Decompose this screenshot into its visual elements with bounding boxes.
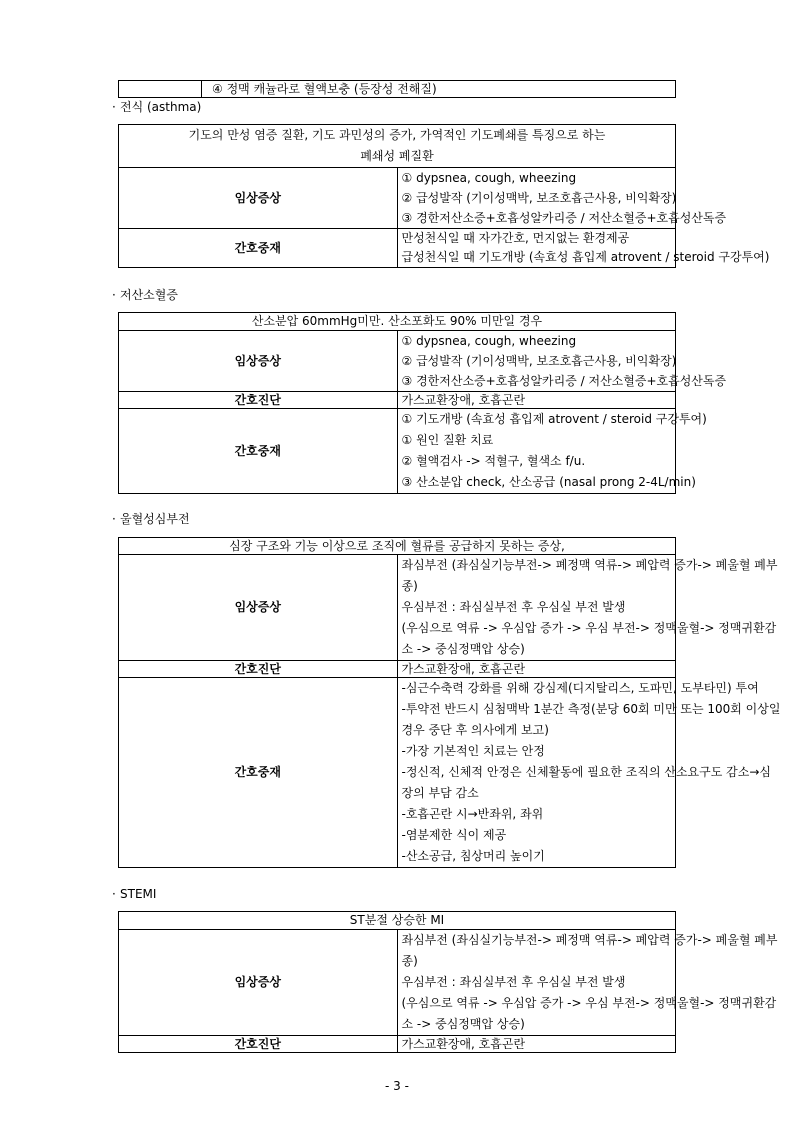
diag-label: 간호진단 — [119, 661, 398, 678]
asthma-table — [118, 124, 770, 268]
care-item: ③ 산소분압 check, 산소공급 (nasal prong 2-4L/min) — [401, 475, 696, 489]
bullet: · — [112, 512, 116, 526]
symptom-item: 종) — [401, 954, 418, 968]
asthma-definition — [119, 125, 676, 168]
symptoms-label: 임상증상 — [119, 930, 398, 1036]
care-item: -산소공급, 침상머리 높이기 — [401, 849, 545, 863]
hypoxemia-symptoms — [397, 331, 727, 392]
stemi-definition: ST분절 상승한 MI — [119, 912, 676, 930]
symptom-item: 소 -> 중심정맥압 상승) — [401, 642, 525, 656]
hypoxemia-table — [118, 312, 727, 494]
care-item: -심근수축력 강화를 위해 강심제(디지탈리스, 도파민, 도부타민) 투여 — [401, 681, 759, 695]
care-item: ② 혈액검사 -> 적혈구, 혈색소 f/u. — [401, 454, 586, 468]
section-title-text: 전식 (asthma) — [120, 100, 202, 114]
symptom-item: ③ 경한저산소증+호흡성알카리증 / 저산소혈증+호흡성산독증 — [401, 374, 727, 388]
stemi-symptoms — [397, 930, 778, 1036]
definition-line: 기도의 만성 염증 질환, 기도 과민성의 증가, 가역적인 기도폐쇄를 특징으로 하는 — [188, 128, 606, 142]
care-item: -가장 기본적인 치료는 안정 — [401, 744, 545, 758]
definition-line: 폐쇄성 폐질환 — [360, 149, 434, 163]
symptom-item: ① dypsnea, cough, wheezing — [401, 334, 577, 348]
care-label: 간호중재 — [119, 229, 398, 268]
symptom-item: 좌심부전 (좌심실기능부전-> 폐정맥 역류-> 폐압력 증가-> 폐울혈 폐부 — [401, 558, 778, 572]
care-item: 만성천식일 때 자가간호, 먼지없는 환경제공 — [401, 231, 630, 245]
asthma-symptoms — [397, 168, 727, 229]
chf-definition: 심장 구조와 기능 이상으로 조직에 혈류를 공급하지 못하는 증상, — [119, 538, 676, 555]
section-title-text: 저산소혈증 — [120, 288, 178, 302]
symptoms-label: 임상증상 — [119, 168, 398, 229]
symptom-item: (우심으로 역류 -> 우심압 증가 -> 우심 부전-> 정맥울혈-> 정맥귀환감 — [401, 621, 777, 635]
symptom-item: (우심으로 역류 -> 우심압 증가 -> 우심 부전-> 정맥울혈-> 정맥귀환감 — [401, 996, 777, 1010]
chf-table — [118, 537, 781, 868]
care-label: 간호중재 — [119, 409, 398, 494]
asthma-care — [397, 229, 770, 268]
blank-cell — [119, 81, 202, 98]
page-number: - 3 - — [385, 1079, 409, 1093]
symptom-item: 우심부전 : 좌심실부전 후 우심실 부전 발생 — [401, 975, 626, 989]
symptom-item: 우심부전 : 좌심실부전 후 우심실 부전 발생 — [401, 600, 626, 614]
care-item: ① 원인 질환 치료 — [401, 433, 494, 447]
care-item: 급성천식일 때 기도개방 (속효성 흡입제 atrovent / steroid 구강투여) — [401, 250, 770, 264]
section-title-text: 울혈성심부전 — [120, 512, 190, 526]
chf-diag: 가스교환장애, 호흡곤란 — [397, 661, 676, 678]
chf-symptoms — [397, 555, 778, 661]
section-title-hypoxemia — [112, 287, 178, 303]
care-item: -정신적, 신체적 안정은 신체활동에 필요한 조직의 산소요구도 감소→심 — [401, 765, 771, 779]
symptoms-label: 임상증상 — [119, 555, 398, 661]
chf-care — [397, 678, 781, 868]
care-item: -투약전 반드시 심첨맥박 1분간 측정(분당 60회 미만 또는 100회 이상일 — [401, 702, 781, 716]
stemi-diag: 가스교환장애, 호흡곤란 — [397, 1036, 676, 1053]
symptom-item: ① dypsnea, cough, wheezing — [401, 171, 577, 185]
care-item: 장의 부담 감소 — [401, 786, 479, 800]
section-title-asthma — [112, 99, 201, 115]
hypoxemia-definition: 산소분압 60mmHg미만. 산소포화도 90% 미만일 경우 — [119, 313, 676, 331]
diag-label: 간호진단 — [119, 1036, 398, 1053]
care-item: -호흡곤란 시→반좌위, 좌위 — [401, 807, 544, 821]
bullet: · — [112, 887, 116, 901]
stemi-table — [118, 911, 778, 1053]
section-title-text: STEMI — [120, 887, 157, 901]
hypoxemia-care — [397, 409, 707, 494]
symptom-item: ② 급성발작 (기이성맥박, 보조호흡근사용, 비익확장) — [401, 354, 677, 368]
diag-label: 간호진단 — [119, 392, 398, 409]
bullet: · — [112, 100, 116, 114]
hypoxemia-diag: 가스교환장애, 호흡곤란 — [397, 392, 676, 409]
bullet: · — [112, 288, 116, 302]
top-row-text: ④ 정맥 캐뉼라로 혈액보충 (등장성 전해질) — [202, 81, 676, 98]
symptom-item: 소 -> 중심정맥압 상승) — [401, 1017, 525, 1031]
care-item: -염분제한 식이 제공 — [401, 828, 507, 842]
care-item: 경우 중단 후 의사에게 보고) — [401, 723, 549, 737]
symptom-item: ③ 경한저산소증+호흡성알카리증 / 저산소혈증+호흡성산독증 — [401, 211, 727, 225]
top-row-table — [118, 80, 676, 98]
care-label: 간호중재 — [119, 678, 398, 868]
section-title-chf — [112, 511, 190, 527]
symptom-item: 종) — [401, 579, 418, 593]
symptom-item: ② 급성발작 (기이성맥박, 보조호흡근사용, 비익확장) — [401, 191, 677, 205]
section-title-stemi — [112, 886, 156, 902]
symptoms-label: 임상증상 — [119, 331, 398, 392]
care-item: ① 기도개방 (속효성 흡입제 atrovent / steroid 구강투여) — [401, 412, 707, 426]
symptom-item: 좌심부전 (좌심실기능부전-> 폐정맥 역류-> 폐압력 증가-> 폐울혈 폐부 — [401, 933, 778, 947]
